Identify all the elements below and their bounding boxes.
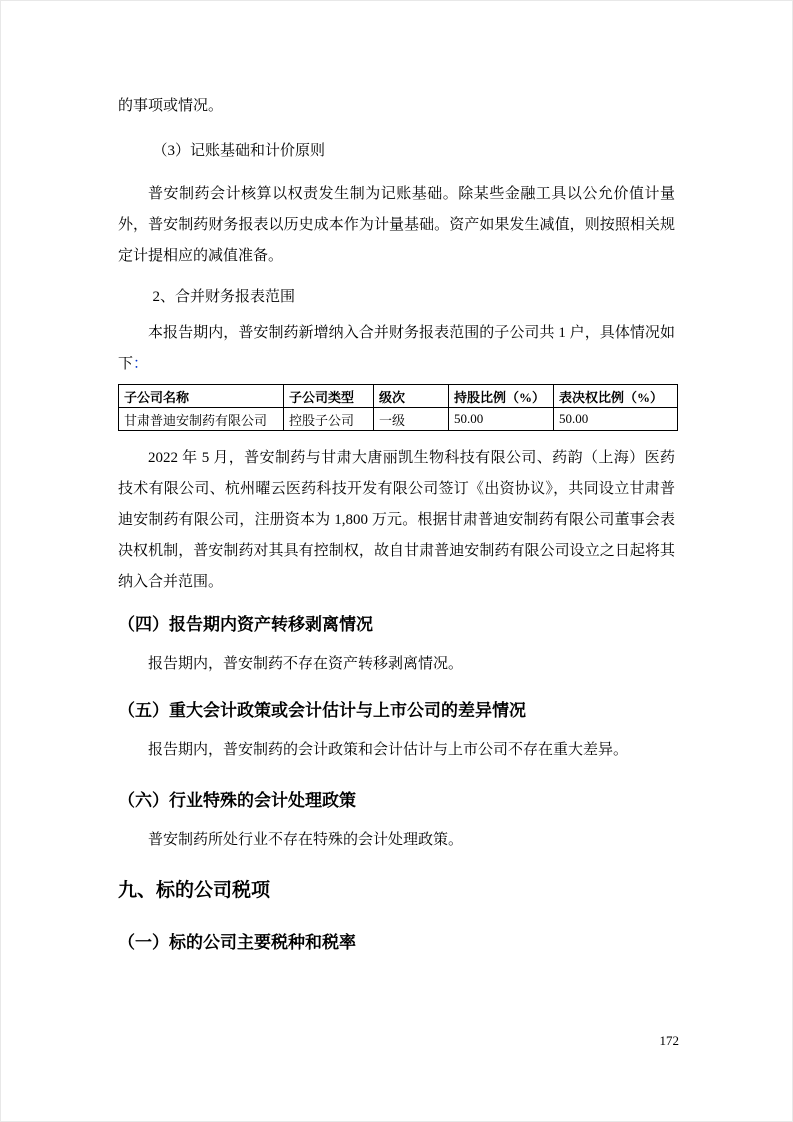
cell-level: 一级 [374, 408, 449, 431]
paragraph-consolidation-intro-colon: ： [133, 356, 149, 372]
heading-section-four: （四）报告期内资产转移剥离情况 [118, 615, 373, 634]
cell-holding-ratio: 50.00 [449, 408, 554, 431]
paragraph-accounting-basis: 普安制药会计核算以权责发生制为记账基础。除某些金融工具以公允价值计量外，普安制药财务报表以历史成本作为计量基础。资产如果发生减值，则按照相关规定计提相应的减值准备。 [118, 186, 675, 264]
heading-section-one: （一）标的公司主要税种和税率 [118, 933, 356, 952]
page-number: 172 [659, 1033, 679, 1048]
paragraph-consolidation-intro [118, 318, 675, 380]
heading-section-six: （六）行业特殊的会计处理政策 [118, 791, 356, 810]
table-header-row [119, 385, 678, 408]
cell-voting-ratio: 50.00 [554, 408, 678, 431]
table-header-subsidiary-name: 子公司名称 [119, 385, 284, 408]
paragraph-consolidation-intro-text: 本报告期内，普安制药新增纳入合并财务报表范围的子公司共 1 户，具体情况如下 [118, 325, 675, 372]
table-header-level: 级次 [374, 385, 449, 408]
paragraph-subsidiary-detail: 2022 年 5 月，普安制药与甘肃大唐丽凯生物科技有限公司、药韵（上海）医药技术有限公司、杭州曜云医药科技开发有限公司签订《出资协议》，共同设立甘肃普迪安制药有限公司，注册资本为 1,800 万元。根据甘肃普迪安制药有限公司董事会表决权机制，普安制药对其具有控制权，故自甘肃普迪安制药有限公司设立之日起将其纳入合并范围。 [118, 450, 675, 590]
paragraph-section-five: 报告期内，普安制药的会计政策和会计估计与上市公司不存在重大差异。 [148, 742, 629, 758]
paragraph-section-four: 报告期内，普安制药不存在资产转移剥离情况。 [148, 656, 464, 672]
paragraph-section-six: 普安制药所处行业不存在特殊的会计处理政策。 [148, 832, 464, 848]
cell-subsidiary-name: 甘肃普迪安制药有限公司 [119, 408, 284, 431]
paragraph-continuation: 的事项或情况。 [118, 98, 224, 114]
table-header-subsidiary-type: 子公司类型 [284, 385, 374, 408]
heading-section-five: （五）重大会计政策或会计估计与上市公司的差异情况 [118, 701, 526, 720]
table-header-holding-ratio: 持股比例（%） [449, 385, 554, 408]
sub-heading-accounting-basis: （3）记账基础和计价原则 [152, 143, 326, 159]
table-row [119, 408, 678, 431]
cell-subsidiary-type: 控股子公司 [284, 408, 374, 431]
table-header-voting-ratio: 表决权比例（%） [554, 385, 678, 408]
sub-heading-consolidation-scope: 2、合并财务报表范围 [152, 289, 296, 305]
heading-chapter-nine: 九、标的公司税项 [118, 880, 271, 901]
subsidiary-table [118, 384, 678, 431]
